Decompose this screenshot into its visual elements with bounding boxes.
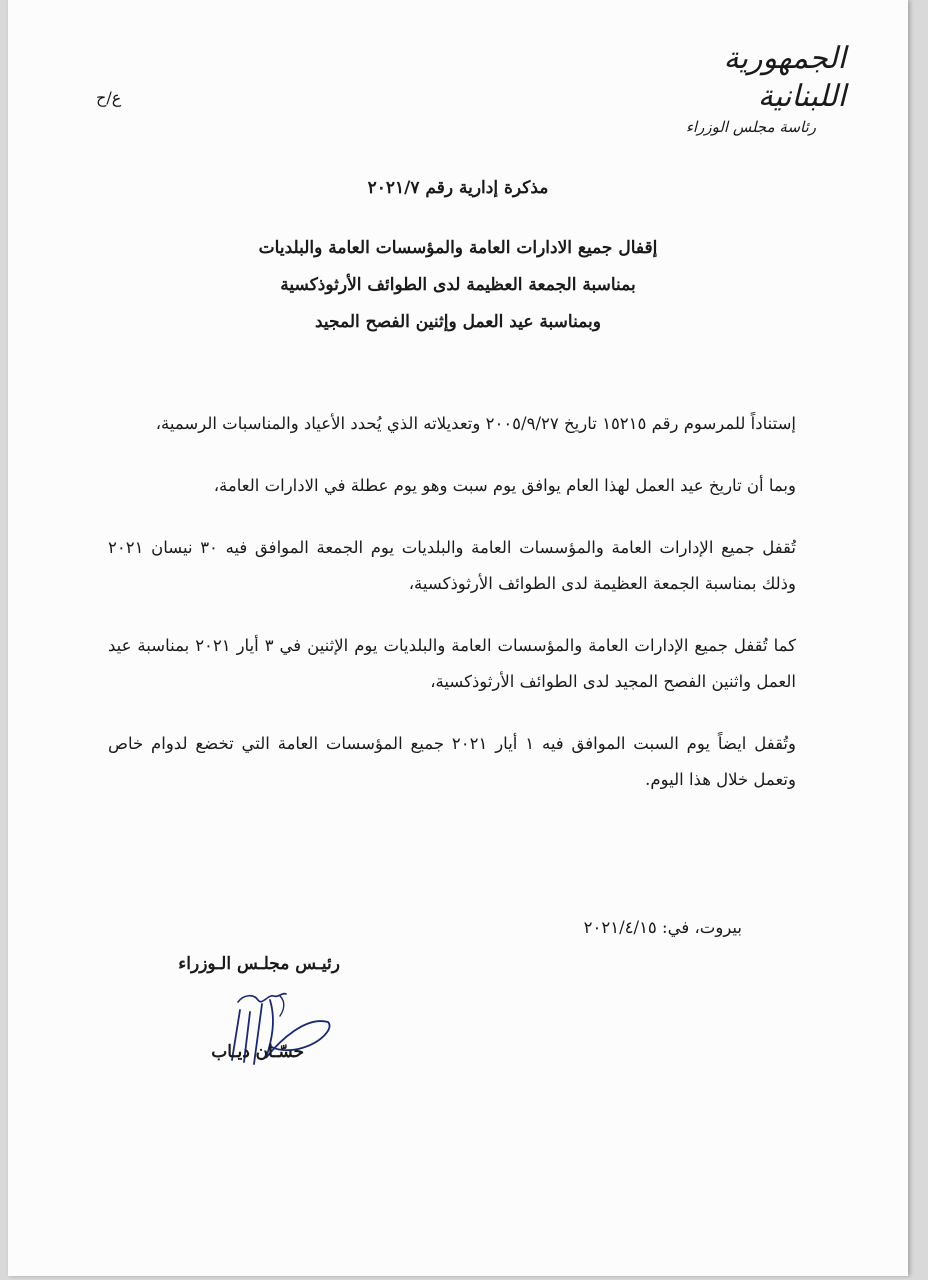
memo-body bbox=[108, 406, 796, 824]
signer-title: رئيـس مجلـس الـوزراء bbox=[178, 954, 340, 974]
subject-line: وبمناسبة عيد العمل وإثنين الفصح المجيد bbox=[314, 312, 601, 332]
memo-title: مذكرة إدارية رقم ٢٠٢١/٧ bbox=[367, 178, 549, 198]
memo-subject bbox=[8, 230, 908, 341]
subject-line: بمناسبة الجمعة العظيمة لدى الطوائف الأرثوذكسية bbox=[280, 275, 636, 295]
body-paragraph: تُقفل جميع الإدارات العامة والمؤسسات العامة والبلديات يوم الجمعة الموافق فيه ٣٠ نيسان ٢٠٢١ وذلك بمناسبة الجمعة العظيمة لدى الطوائف الأرثوذكسية، bbox=[108, 538, 796, 593]
subject-line: إقفال جميع الادارات العامة والمؤسسات العامة والبلديات bbox=[258, 238, 658, 258]
letterhead bbox=[636, 40, 846, 138]
reference-code: ع/ح bbox=[96, 88, 122, 107]
body-paragraph: وبما أن تاريخ عيد العمل لهذا العام يوافق يوم سبت وهو يوم عطلة في الادارات العامة، bbox=[213, 476, 796, 495]
letterhead-country: الجمهورية اللبنانية bbox=[723, 41, 846, 114]
document-page bbox=[8, 0, 908, 1276]
body-paragraph: إستناداً للمرسوم رقم ١٥٢١٥ تاريخ ٢٠٠٥/٩/٢٧ وتعديلاته الذي يُحدد الأعياد والمناسبات الرسمية، bbox=[155, 414, 796, 433]
body-paragraph: وتُقفل ايضاً يوم السبت الموافق فيه ١ أيار ٢٠٢١ جميع المؤسسات العامة التي تخضع لدوام خاص وتعمل خلال هذا اليوم. bbox=[108, 734, 796, 789]
letterhead-office: رئاسة مجلس الوزراء bbox=[685, 118, 816, 136]
issue-date: بيروت، في: ٢٠٢١/٤/١٥ bbox=[583, 918, 742, 937]
body-paragraph: كما تُقفل جميع الإدارات العامة والمؤسسات العامة والبلديات يوم الإثنين في ٣ أيار ٢٠٢١ بمناسبة عيد العمل واثنين الفصح المجيد لدى الطوائف الأرثوذكسية، bbox=[108, 636, 796, 691]
signer-name: حسّـان ديـاب bbox=[211, 1042, 304, 1062]
